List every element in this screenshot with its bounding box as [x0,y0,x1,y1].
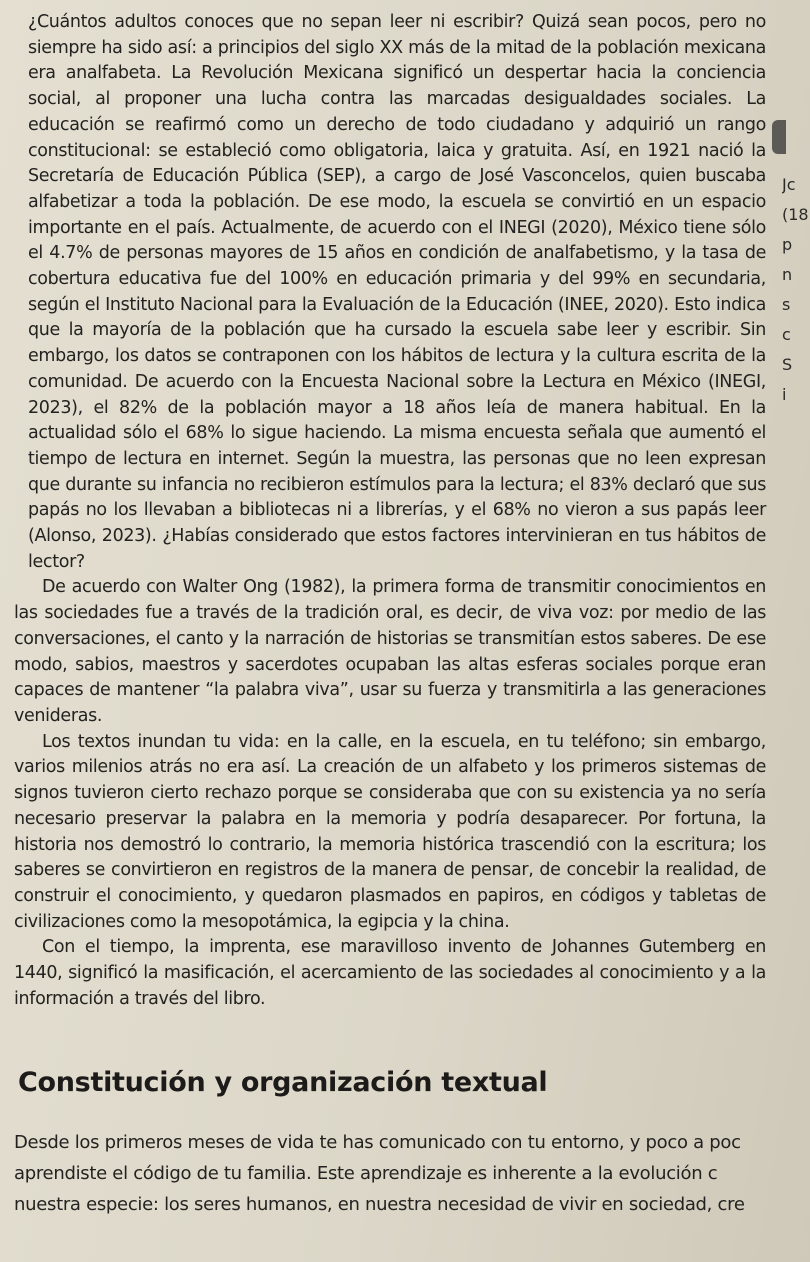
section-heading: Constitución y organización textual [18,1067,548,1098]
margin-fragment: Jc [782,175,796,194]
paragraph-oral-tradition: De acuerdo con Walter Ong (1982), la primera forma de transmitir conocimientos en las sociedades fue a través de la tradición oral, es decir, de viva voz: por medio de las conversaciones, el canto y la narración de historias se transmitían estos saberes. De ese modo, sabios, maestros y sacerdotes ocupaban las altas esferas sociales porque eran capaces de mantener “la palabra viva”, usar su fuerza y transmitirla a las generaciones venideras. [14,577,766,726]
paragraph-printing-press: Con el tiempo, la imprenta, ese maravilloso invento de Johannes Gutemberg en 1440, significó la masificación, el acercamiento de las sociedades al conocimiento y a la información a través del libro. [14,937,766,1009]
margin-fragment: n [782,265,793,284]
intro-line: aprendiste el código de tu familia. Este aprendizaje es inherente a la evolución c [14,1163,718,1184]
paragraph-writing-systems: Los textos inundan tu vida: en la calle, en la escuela, en tu teléfono; sin embargo, varios milenios atrás no era así. La creación de un alfabeto y los primeros sistemas de signos tuvieron cierto rechazo porque se consideraba que con su existencia ya no sería necesario preservar la palabra en la memoria y podría desaparecer. Por fortuna, la historia nos demostró lo contrario, la memoria histórica trascendió con la escritura; los saberes se convirtieron en registros de la manera de pensar, de concebir la realidad, de construir el conocimiento, y quedaron plasmados en papiros, en códigos y tabletas de civilizaciones como la mesopotámica, la egipcia y la china. [14,731,766,932]
margin-fragment: (18 [782,205,809,224]
section-intro-text [14,1127,810,1220]
main-text-column [14,10,766,1012]
paragraph-literacy: ¿Cuántos adultos conoces que no sepan leer ni escribir? Quizá sean pocos, pero no siempre ha sido así: a principios del siglo XX más de la mitad de la población mexicana era analfabeta. La Revolución Mexicana significó un despertar hacia la conciencia social, al proponer una lucha contra las marcadas desigualdades sociales. La educación se reafirmó como un derecho de todo ciudadano y adquirió un rango constitucional: se estableció como obligatoria, laica y gratuita. Así, en 1921 nació la Secretaría de Educación Pública (SEP), a cargo de José Vasconcelos, quien buscaba alfabetizar a toda la población. De ese modo, la escuela se convirtió en un espacio importante en el país. Actualmente, de acuerdo con el INEGI (2020), México tiene sólo el 4.7% de personas mayores de 15 años en condición de analfabetismo, y la tasa de cobertura educativa fue del 100% en educación primaria y del 99% en secundaria, según el Instituto Nacional para la Evaluación de la Educación (INEE, 2020). Esto indica que la mayoría de la población que ha cursado la escuela sabe leer y escribir. Sin embargo, los datos se contraponen con los hábitos de lectura y la cultura escrita de la comunidad. De acuerdo con la Encuesta Nacional sobre la Lectura en México (INEGI, 2023), el 82% de la población mayor a 18 años leía de manera habitual. En la actualidad sólo el 68% lo sigue haciendo. La misma encuesta señala que aumentó el tiempo de lectura en internet. Según la muestra, las personas que no leen expresan que durante su infancia no recibieron estímulos para la lectura; el 83% declaró que sus papás no los llevaban a bibliotecas ni a librerías, y el 68% no vieron a sus papás leer (Alonso, 2023). ¿Habías considerado que estos factores intervinieran en tus hábitos de lector? [28,12,766,572]
margin-fragment: c [782,325,791,344]
margin-fragment: p [782,235,793,254]
margin-fragment: s [782,295,791,314]
facing-page-fragments [782,170,810,410]
margin-fragment: i [782,385,787,404]
margin-fragment: S [782,355,793,374]
page-edge-tab [772,120,786,154]
intro-line: nuestra especie: los seres humanos, en nuestra necesidad de vivir en sociedad, cre [14,1194,745,1215]
intro-line: Desde los primeros meses de vida te has comunicado con tu entorno, y poco a poc [14,1132,741,1153]
